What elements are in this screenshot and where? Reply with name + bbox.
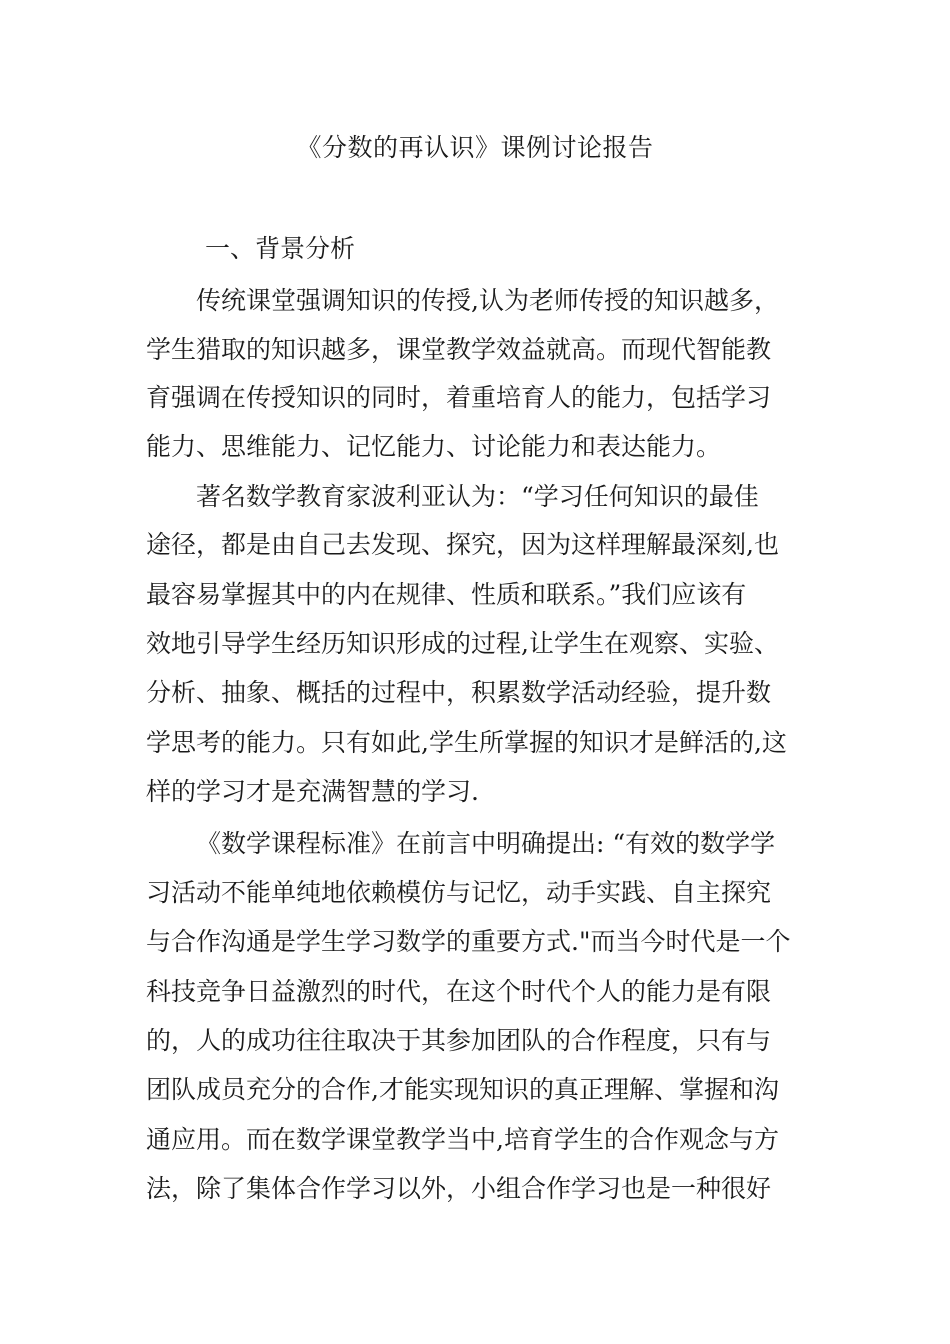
paragraph-line: 与合作沟通是学生学习数学的重要方式."而当今时代是一个 bbox=[146, 927, 791, 956]
paragraph-line: 法，除了集体合作学习以外，小组合作学习也是一种很好 bbox=[146, 1174, 772, 1203]
paragraph-line: 分析、抽象、概括的过程中，积累数学活动经验，提升数 bbox=[146, 678, 772, 707]
paragraph-line: 效地引导学生经历知识形成的过程,让学生在观察、实验、 bbox=[146, 629, 779, 658]
paragraph-line: 通应用。而在数学课堂教学当中,培育学生的合作观念与方 bbox=[146, 1125, 779, 1154]
paragraph-line: 的，人的成功往往取决于其参加团队的合作程度，只有与 bbox=[146, 1026, 772, 1055]
paragraph-line: 《数学课程标准》在前言中明确提出: “有效的数学学 bbox=[196, 829, 776, 858]
section-heading: 一、背景分析 bbox=[205, 234, 356, 263]
document-title: 《分数的再认识》课例讨论报告 bbox=[296, 133, 654, 162]
paragraph-line: 传统课堂强调知识的传授,认为老师传授的知识越多， bbox=[196, 286, 779, 315]
paragraph-line: 样的学习才是充满智慧的学习. bbox=[146, 777, 479, 806]
paragraph-line: 习活动不能单纯地依赖模仿与记忆，动手实践、自主探究 bbox=[146, 878, 772, 907]
paragraph-line: 著名数学教育家波利亚认为：“学习任何知识的最佳 bbox=[196, 482, 759, 511]
paragraph-line: 团队成员充分的合作,才能实现知识的真正理解、掌握和沟 bbox=[146, 1075, 779, 1104]
paragraph-line: 最容易掌握其中的内在规律、性质和联系。”我们应该有 bbox=[146, 580, 747, 609]
paragraph-line: 学思考的能力。只有如此,学生所掌握的知识才是鲜活的,这 bbox=[146, 728, 787, 757]
paragraph-line: 能力、思维能力、记忆能力、讨论能力和表达能力。 bbox=[146, 432, 722, 461]
paragraph-line: 途径，都是由自己去发现、探究，因为这样理解最深刻,也 bbox=[146, 530, 779, 559]
paragraph-line: 科技竞争日益激烈的时代，在这个时代个人的能力是有限 bbox=[146, 977, 772, 1006]
paragraph-line: 学生猎取的知识越多，课堂教学效益就高。而现代智能教 bbox=[146, 335, 772, 364]
paragraph-line: 育强调在传授知识的同时，着重培育人的能力，包括学习 bbox=[146, 383, 772, 412]
